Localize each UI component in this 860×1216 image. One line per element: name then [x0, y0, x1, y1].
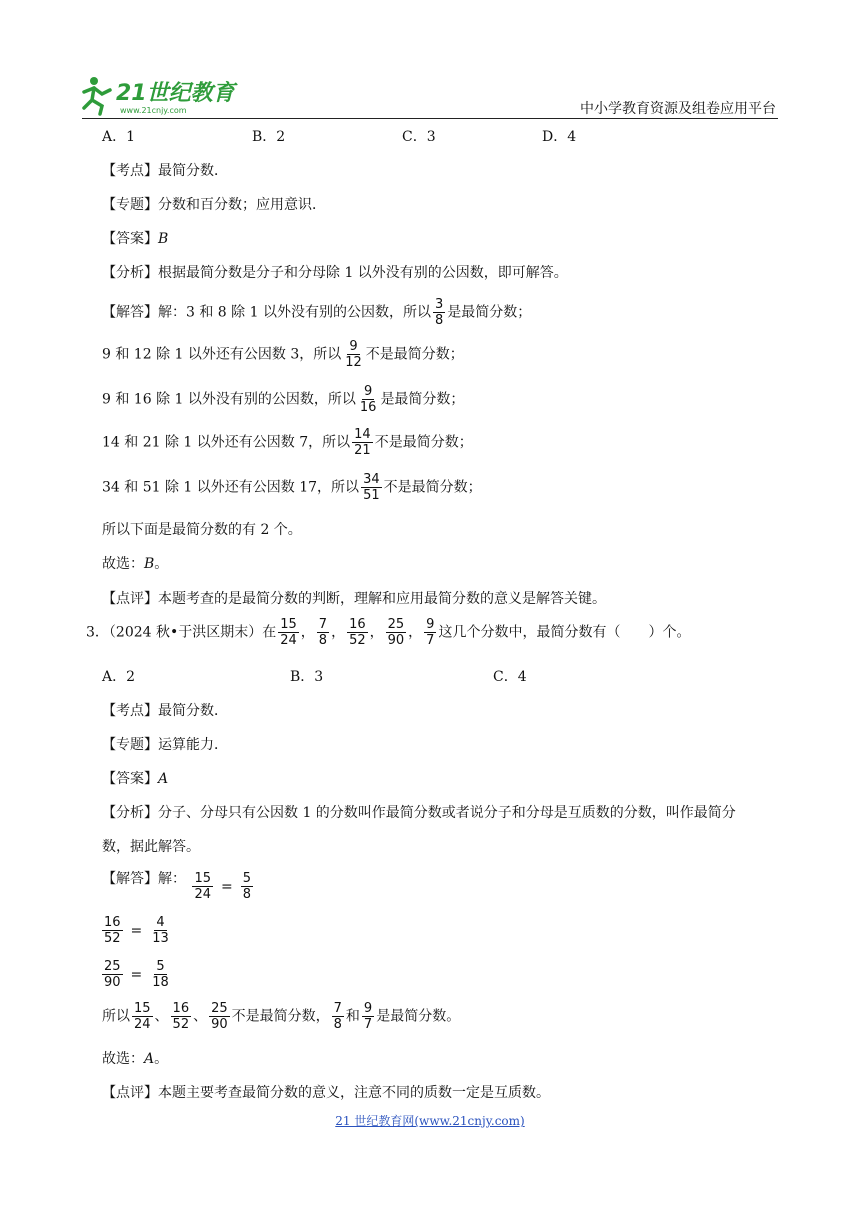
denominator: 8	[242, 887, 252, 902]
numerator: 9	[426, 617, 435, 632]
fraction	[102, 960, 123, 989]
numerator: 16	[104, 915, 121, 930]
fraction	[150, 916, 171, 945]
line-text: 不是最简分数；	[365, 346, 464, 363]
select-answer: B	[144, 556, 155, 572]
fraction	[317, 618, 329, 647]
platform-name: 中小学教育资源及组卷应用平台	[580, 101, 776, 117]
q3-option-c: C．4	[493, 669, 527, 685]
select-end: 。	[154, 1051, 169, 1067]
equals-sign: =	[130, 966, 143, 983]
fraction	[433, 298, 445, 327]
denominator: 90	[387, 633, 405, 648]
dun-mark: 、	[154, 1008, 169, 1025]
answer-label: 【答案】	[102, 771, 158, 787]
equals-sign: =	[221, 878, 233, 895]
numerator: 15	[134, 1001, 151, 1016]
concl-text: 是最简分数。	[376, 1008, 461, 1025]
numerator: 4	[156, 915, 165, 930]
jieda-text: 是最简分数；	[447, 304, 532, 321]
line-text: 34 和 51 除 1 以外还有公因数 17，所以	[102, 479, 360, 496]
jieda-text: 【解答】解：3 和 8 除 1 以外没有别的公因数，所以	[102, 304, 431, 321]
q2-summary: 所以下面是最简分数的有 2 个。	[102, 522, 302, 538]
line-text: 14 和 21 除 1 以外还有公因数 7，所以	[102, 434, 351, 451]
fraction	[386, 618, 407, 647]
comma: ，	[369, 624, 384, 641]
numerator: 16	[172, 1001, 190, 1016]
denominator: 13	[152, 931, 169, 946]
denominator: 24	[280, 633, 297, 648]
q3-option-b: B．3	[290, 669, 324, 685]
denominator: 8	[434, 313, 444, 328]
numerator: 15	[280, 617, 297, 632]
header-divider	[82, 118, 778, 119]
select-answer: A	[144, 1051, 155, 1067]
numerator: 9	[364, 384, 373, 399]
q3-answer	[102, 769, 168, 789]
fraction	[150, 960, 171, 989]
comma: ，	[408, 624, 423, 641]
q2-line-3	[102, 428, 473, 457]
stem-text: 3．（2024 秋•于洪区期末）在	[86, 624, 277, 641]
fraction	[102, 916, 123, 945]
select-label: 故选：	[102, 1051, 144, 1067]
q3-options	[102, 667, 527, 687]
q3-kaodian: 【考点】最简分数．	[102, 703, 228, 719]
numerator: 5	[242, 871, 252, 886]
fraction	[343, 340, 364, 369]
denominator: 52	[349, 633, 366, 648]
numerator: 14	[354, 427, 371, 442]
denominator: 7	[426, 633, 435, 648]
q3-zhuanti: 【专题】运算能力．	[102, 737, 228, 753]
fraction	[171, 1002, 192, 1031]
numerator: 15	[194, 871, 211, 886]
equation-1	[190, 872, 255, 901]
logo-url: www.21cnjy.com	[120, 106, 187, 115]
fraction	[347, 618, 368, 647]
q3-conclusion	[102, 1002, 460, 1031]
denominator: 12	[345, 355, 362, 370]
numerator: 25	[211, 1001, 228, 1016]
q2-option-c: C．3	[402, 129, 436, 145]
denominator: 18	[152, 975, 169, 990]
numerator: 7	[318, 617, 328, 632]
comma: ，	[331, 624, 346, 641]
q2-line-4	[102, 473, 482, 502]
answer-label: 【答案】	[102, 231, 158, 247]
denominator: 21	[354, 443, 371, 458]
denominator: 8	[333, 1017, 342, 1032]
fraction	[241, 872, 253, 901]
numerator: 9	[363, 1001, 373, 1016]
q2-dianping: 【点评】本题考查的是最简分数的判断，理解和应用最简分数的意义是解答关键。	[102, 591, 606, 607]
q3-dianping: 【点评】本题主要考查最简分数的意义，注意不同的质数一定是互质数。	[102, 1085, 550, 1101]
fraction	[362, 1002, 374, 1031]
concl-text: 不是最简分数，	[231, 1008, 330, 1025]
numerator: 5	[156, 959, 165, 974]
fraction	[361, 473, 382, 502]
numerator: 16	[349, 617, 366, 632]
q3-option-a: A．2	[102, 669, 136, 685]
q2-option-b: B．2	[252, 129, 286, 145]
q3-select	[102, 1049, 168, 1069]
q2-answer	[102, 229, 168, 249]
line-text: 不是最简分数；	[383, 479, 482, 496]
q3-fenxi-1: 【分析】分子、分母只有公因数 1 的分数叫作最简分数或者说分子和分母是互质数的分数，叫作最简分	[102, 805, 736, 821]
q2-zhuanti: 【专题】分数和百分数；应用意识．	[102, 197, 326, 213]
q2-option-a: A．1	[102, 129, 136, 145]
numerator: 9	[349, 339, 358, 354]
line-text: 9 和 12 除 1 以外还有公因数 3，所以	[102, 346, 342, 363]
fraction	[352, 428, 373, 457]
concl-text: 和	[345, 1008, 360, 1025]
jieda-label: 【解答】解：	[102, 871, 186, 887]
q2-line-1	[102, 340, 464, 369]
line-text: 不是最简分数；	[374, 434, 473, 451]
line-text: 9 和 16 除 1 以外没有别的公因数，所以	[102, 391, 356, 408]
q3-jieda	[102, 868, 255, 901]
numerator: 25	[387, 617, 405, 632]
dun-mark: 、	[193, 1008, 208, 1025]
numerator: 3	[434, 297, 444, 312]
q2-jieda	[102, 298, 531, 327]
fraction	[332, 1002, 344, 1031]
denominator: 52	[104, 931, 121, 946]
q2-options	[102, 127, 576, 147]
fraction	[192, 872, 213, 901]
fraction	[358, 385, 379, 414]
denominator: 7	[363, 1017, 373, 1032]
numerator: 25	[104, 959, 121, 974]
stem-text: 这几个分数中，最简分数有（ ）个。	[438, 624, 691, 641]
q2-select	[102, 554, 168, 574]
numerator: 34	[363, 472, 380, 487]
equation-2	[100, 914, 173, 945]
equation-row	[100, 960, 173, 989]
denominator: 24	[134, 1017, 151, 1032]
runner-icon	[84, 77, 110, 114]
select-end: 。	[154, 556, 169, 572]
q2-option-d: D．4	[542, 129, 577, 145]
equals-sign: =	[130, 922, 143, 939]
footer-link[interactable]: 21 世纪教育网(www.21cnjy.com)	[335, 1114, 525, 1128]
equation-3	[100, 958, 173, 989]
denominator: 90	[104, 975, 121, 990]
line-text: 是最简分数；	[380, 391, 465, 408]
q2-fenxi: 【分析】根据最简分数是分子和分母除 1 以外没有别的公因数，即可解答。	[102, 265, 568, 281]
denominator: 51	[363, 488, 380, 503]
denominator: 90	[211, 1017, 228, 1032]
answer-value: B	[158, 231, 169, 247]
comma: ，	[300, 624, 315, 641]
numerator: 7	[333, 1001, 342, 1016]
fraction	[209, 1002, 230, 1031]
q2-kaodian: 【考点】最简分数．	[102, 163, 228, 179]
denominator: 8	[318, 633, 328, 648]
fraction	[278, 618, 299, 647]
fraction	[424, 618, 436, 647]
select-label: 故选：	[102, 556, 144, 572]
concl-text: 所以	[102, 1008, 130, 1025]
answer-value: A	[158, 771, 169, 787]
denominator: 24	[194, 887, 211, 902]
denominator: 52	[172, 1017, 190, 1032]
q3-fenxi-2: 数，据此解答。	[102, 839, 200, 855]
q2-line-2	[102, 385, 464, 414]
denominator: 16	[359, 400, 377, 415]
fraction	[132, 1002, 153, 1031]
logo-text: 21世纪教育	[116, 81, 235, 106]
site-logo	[80, 72, 250, 116]
q3-stem	[86, 618, 690, 647]
equation-row	[100, 916, 173, 945]
